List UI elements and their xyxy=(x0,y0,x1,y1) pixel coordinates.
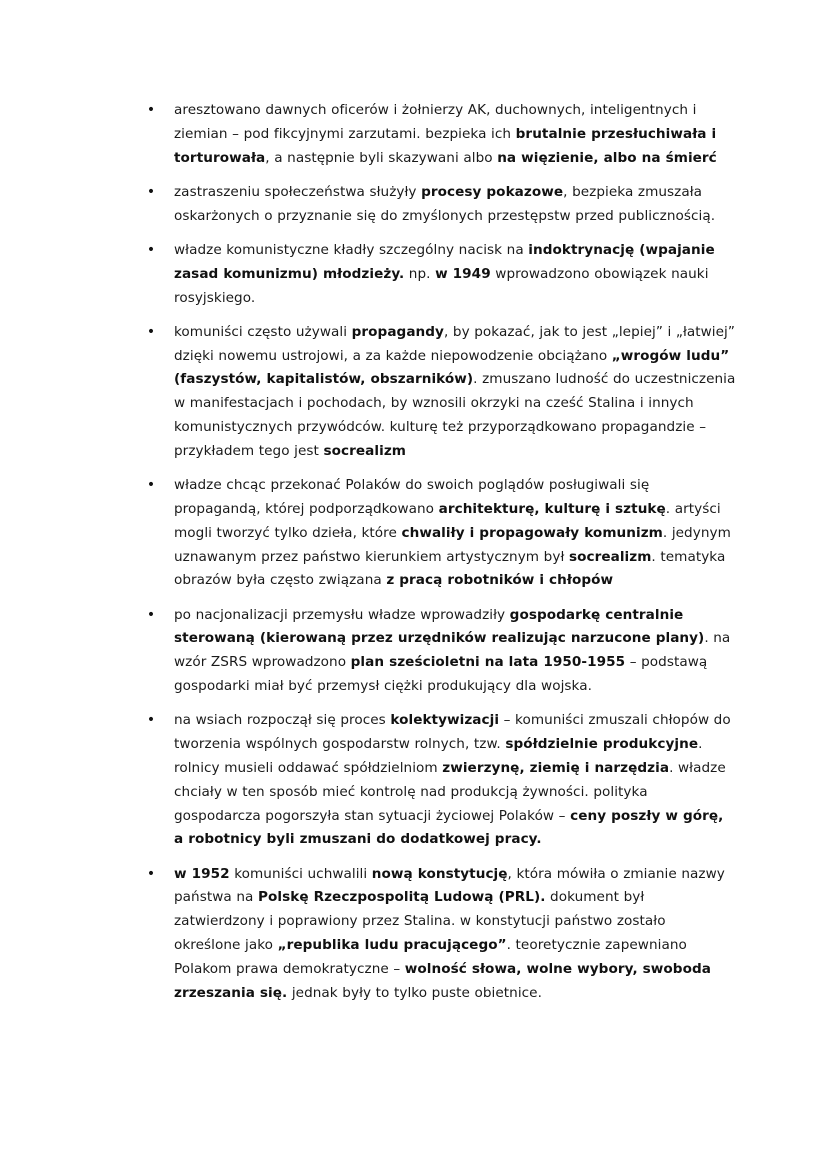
text-segment: np. xyxy=(404,265,436,282)
text-segment: . jedynym uznawanym przez państwo kierunkiem artystycznym był xyxy=(174,524,731,565)
bullet-dot-icon: • xyxy=(146,712,156,729)
bullet-text xyxy=(174,184,715,224)
text-segment: . na wzór ZSRS wprowadzono xyxy=(174,630,731,671)
text-segment: komuniści często używali xyxy=(174,323,352,340)
bullet-dot-icon: • xyxy=(146,606,156,623)
text-segment: , a następnie byli skazywani albo xyxy=(265,149,498,166)
bullet-text xyxy=(174,477,731,588)
text-segment: . tematyka obrazów była często związana xyxy=(174,548,726,589)
bold-text: z pracą robotników i chłopów xyxy=(386,572,614,589)
bold-text: plan sześcioletni na lata 1950-1955 xyxy=(350,654,626,671)
text-segment: . rolnicy musieli oddawać spółdzielniom xyxy=(174,736,703,776)
text-segment: , która mówiła o zmianie nazwy państwa na xyxy=(174,865,725,906)
bold-text: indoktrynację (wpajanie zasad komunizmu) młodzieży. xyxy=(174,241,715,282)
bold-text: kolektywizacji xyxy=(390,712,500,729)
bullet-dot-icon: • xyxy=(146,241,156,258)
bullet-text xyxy=(174,712,731,847)
text-segment: władze komunistyczne kładły szczególny nacisk na xyxy=(174,241,529,258)
list-item xyxy=(146,321,736,464)
bullet-dot-icon: • xyxy=(146,477,156,494)
text-segment: zastraszeniu społeczeństwa służyły xyxy=(174,183,422,200)
text-segment: . zmuszano ludność do uczestniczenia w manifestacjach i pochodach, by wznosili okrzyki na cześć Stalina i innych komunistycznych przywódców. kulturę też przyporządkowano propagandzie – przykładem tego jest xyxy=(174,371,736,459)
bold-text: architekturę, kulturę i sztukę xyxy=(438,500,666,517)
text-segment: . teoretycznie zapewniano Polakom prawa demokratyczne – xyxy=(174,937,687,977)
list-item xyxy=(146,239,736,310)
bullet-dot-icon: • xyxy=(146,183,156,200)
bullet-text xyxy=(174,324,735,459)
bold-text: propagandy xyxy=(351,323,444,340)
text-segment: . władze chciały w ten sposób mieć kontrolę nad produkcją żywności. polityka gospodarcza pogorszyła stan sytuacji życiowej Polaków – xyxy=(174,759,726,824)
text-segment: komuniści uchwalili xyxy=(229,865,372,882)
bold-text: w 1949 xyxy=(435,265,491,282)
list-item xyxy=(146,474,736,593)
bullet-text xyxy=(174,607,730,694)
text-segment: – komuniści zmuszali chłopów do tworzenia wspólnych gospodarstw rolnych, tzw. xyxy=(174,712,731,753)
list-item xyxy=(146,99,736,170)
bold-text: zwierzynę, ziemię i narzędzia xyxy=(442,759,670,776)
bold-text: spółdzielnie produkcyjne xyxy=(505,736,699,753)
bold-text: socrealizm xyxy=(323,442,406,459)
bullet-list xyxy=(146,99,736,1016)
list-item xyxy=(146,709,736,852)
bold-text: chwaliły i propagowały komunizm xyxy=(401,524,663,541)
text-segment: dokument był zatwierdzony i poprawiony przez Stalina. w konstytucji państwo zostało określone jako xyxy=(174,889,666,953)
text-segment: , bezpieka zmuszała oskarżonych o przyznanie się do zmyślonych przestępstw przed publicznością. xyxy=(174,183,716,224)
bold-text: „wrogów ludu” (faszystów, kapitalistów, obszarników) xyxy=(174,347,730,388)
text-segment: po nacjonalizacji przemysłu władze wprowadziły xyxy=(174,606,510,623)
text-segment: wprowadzono obowiązek nauki rosyjskiego. xyxy=(174,265,709,306)
bullet-dot-icon: • xyxy=(146,865,156,882)
bold-text: brutalnie przesłuchiwała i torturowała xyxy=(174,125,717,166)
text-segment: – podstawą gospodarki miał być przemysł ciężki produkujący dla wojska. xyxy=(174,654,708,695)
bold-text: socrealizm xyxy=(568,548,652,565)
bold-text: ceny poszły w górę, a robotnicy byli zmuszani do dodatkowej pracy. xyxy=(174,807,724,848)
text-segment: jednak były to tylko puste obietnice. xyxy=(287,984,542,1001)
bold-text: „republika ludu pracującego” xyxy=(277,937,507,953)
text-segment: aresztowano dawnych oficerów i żołnierzy AK, duchownych, inteligentnych i ziemian – pod fikcyjnymi zarzutami. bezpieka ich xyxy=(174,102,697,142)
list-item xyxy=(146,863,736,1006)
text-segment: . artyści mogli tworzyć tylko dzieła, które xyxy=(174,500,721,541)
text-segment: , by pokazać, jak to jest „lepiej” i „łatwiej” dzięki nowemu ustrojowi, a za każde niepowodzenie obciążano xyxy=(174,323,735,364)
bullet-text xyxy=(174,102,717,166)
bold-text: procesy pokazowe xyxy=(421,183,564,200)
list-item xyxy=(146,181,736,229)
bold-text: nową konstytucję xyxy=(371,865,508,882)
bold-text: wolność słowa, wolne wybory, swoboda zrzeszania się. xyxy=(174,960,711,1001)
text-segment: władze chcąc przekonać Polaków do swoich poglądów posługiwali się propagandą, której podporządkowano xyxy=(174,477,650,517)
bold-text: Polskę Rzeczpospolitą Ludową (PRL). xyxy=(257,889,546,906)
bullet-text xyxy=(174,866,725,1001)
text-segment: na wsiach rozpoczął się proces xyxy=(174,712,391,729)
bold-text: na więzienie, albo na śmierć xyxy=(497,149,717,166)
list-item xyxy=(146,604,736,699)
bullet-text xyxy=(174,242,715,306)
bullet-dot-icon: • xyxy=(146,102,156,118)
bold-text: w 1952 xyxy=(174,865,230,882)
bullet-dot-icon: • xyxy=(146,323,156,340)
bold-text: gospodarkę centralnie sterowaną (kierowaną przez urzędników realizując narzucone plany) xyxy=(174,606,705,647)
